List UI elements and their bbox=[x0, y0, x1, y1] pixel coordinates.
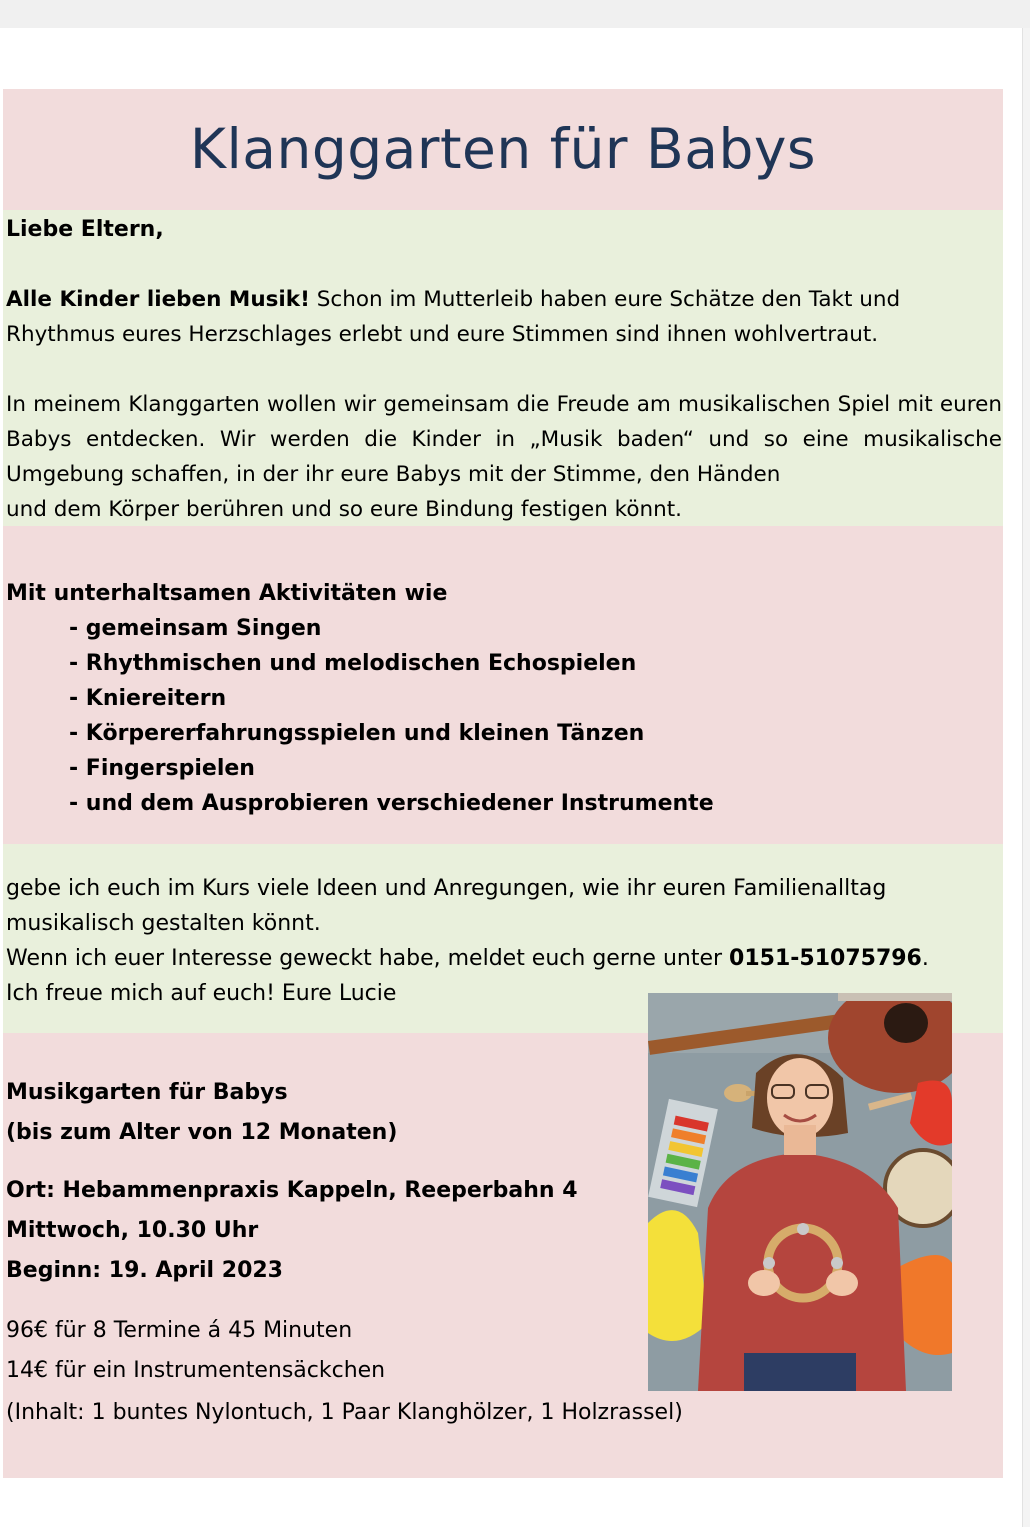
list-item: - Rhythmischen und melodischen Echospielen bbox=[69, 651, 637, 676]
intro-p2-line1: In meinem Klanggarten wollen wir gemeinsam die Freude am musikalischen Spiel mit bbox=[6, 392, 933, 417]
title-band bbox=[3, 89, 1003, 210]
phone-number: 0151-51075796 bbox=[729, 946, 922, 971]
list-item: - und dem Ausprobieren verschiedener Instrumente bbox=[69, 791, 714, 816]
price-bag: 14€ für ein Instrumentensäckchen bbox=[6, 1358, 386, 1383]
intro-lead: Alle Kinder lieben Musik! bbox=[6, 287, 310, 312]
intro-paragraph-2 bbox=[6, 387, 1002, 527]
list-item: - gemeinsam Singen bbox=[69, 616, 322, 641]
course-age: (bis zum Alter von 12 Monaten) bbox=[6, 1120, 398, 1145]
list-item: - Kniereitern bbox=[69, 686, 227, 711]
bag-content: (Inhalt: 1 buntes Nylontuch, 1 Paar Klanghölzer, 1 Holzrassel) bbox=[6, 1400, 683, 1425]
intro-section bbox=[3, 210, 1003, 526]
closing-line-1: gebe ich euch im Kurs viele Ideen und Anregungen, wie ihr euren Familienalltag bbox=[6, 876, 887, 901]
contact-text: Wenn ich euer Interesse geweckt habe, meldet euch gerne unter bbox=[6, 946, 730, 971]
top-bar bbox=[0, 0, 1030, 28]
course-location: Ort: Hebammenpraxis Kappeln, Reeperbahn 4 bbox=[6, 1178, 578, 1203]
intro-p1-line1: Schon im Mutterleib haben eure Schätze den Takt und bbox=[309, 287, 901, 312]
intro-p2-line2: euren Babys entdecken. Wir werden die Kinder in „Musik baden“ und so eine bbox=[6, 392, 1002, 452]
course-name: Musikgarten für Babys bbox=[6, 1080, 288, 1105]
list-item: - Körpererfahrungsspielen und kleinen Tänzen bbox=[69, 721, 645, 746]
list-item: - Fingerspielen bbox=[69, 756, 255, 781]
photo-illustration bbox=[648, 993, 952, 1391]
signature-line: Ich freue mich auf euch! Eure Lucie bbox=[6, 981, 397, 1006]
course-time: Mittwoch, 10.30 Uhr bbox=[6, 1218, 259, 1243]
greeting: Liebe Eltern, bbox=[6, 217, 164, 242]
contact-period: . bbox=[921, 946, 929, 971]
page-title: Klanggarten für Babys bbox=[189, 117, 817, 181]
intro-p2-line4: und dem Körper berühren und so eure Bindung festigen könnt. bbox=[6, 497, 683, 522]
intro-p1-line2: Rhythmus eures Herzschlages erlebt und eure Stimmen sind ihnen wohlvertraut. bbox=[6, 322, 879, 347]
activities-section bbox=[3, 526, 1003, 844]
activities-heading: Mit unterhaltsamen Aktivitäten wie bbox=[6, 581, 448, 606]
intro-p2-line3: musikalische Umgebung schaffen, in der ihr eure Babys mit der Stimme, den Händen bbox=[6, 427, 1002, 487]
scrollbar-track[interactable] bbox=[1022, 28, 1030, 1527]
closing-line-2: musikalisch gestalten könnt. bbox=[6, 911, 321, 936]
teacher-photo bbox=[648, 993, 952, 1391]
course-start: Beginn: 19. April 2023 bbox=[6, 1258, 283, 1283]
closing-contact-line bbox=[6, 941, 929, 976]
intro-paragraph-1 bbox=[6, 282, 1002, 352]
price-course: 96€ für 8 Termine á 45 Minuten bbox=[6, 1318, 353, 1343]
